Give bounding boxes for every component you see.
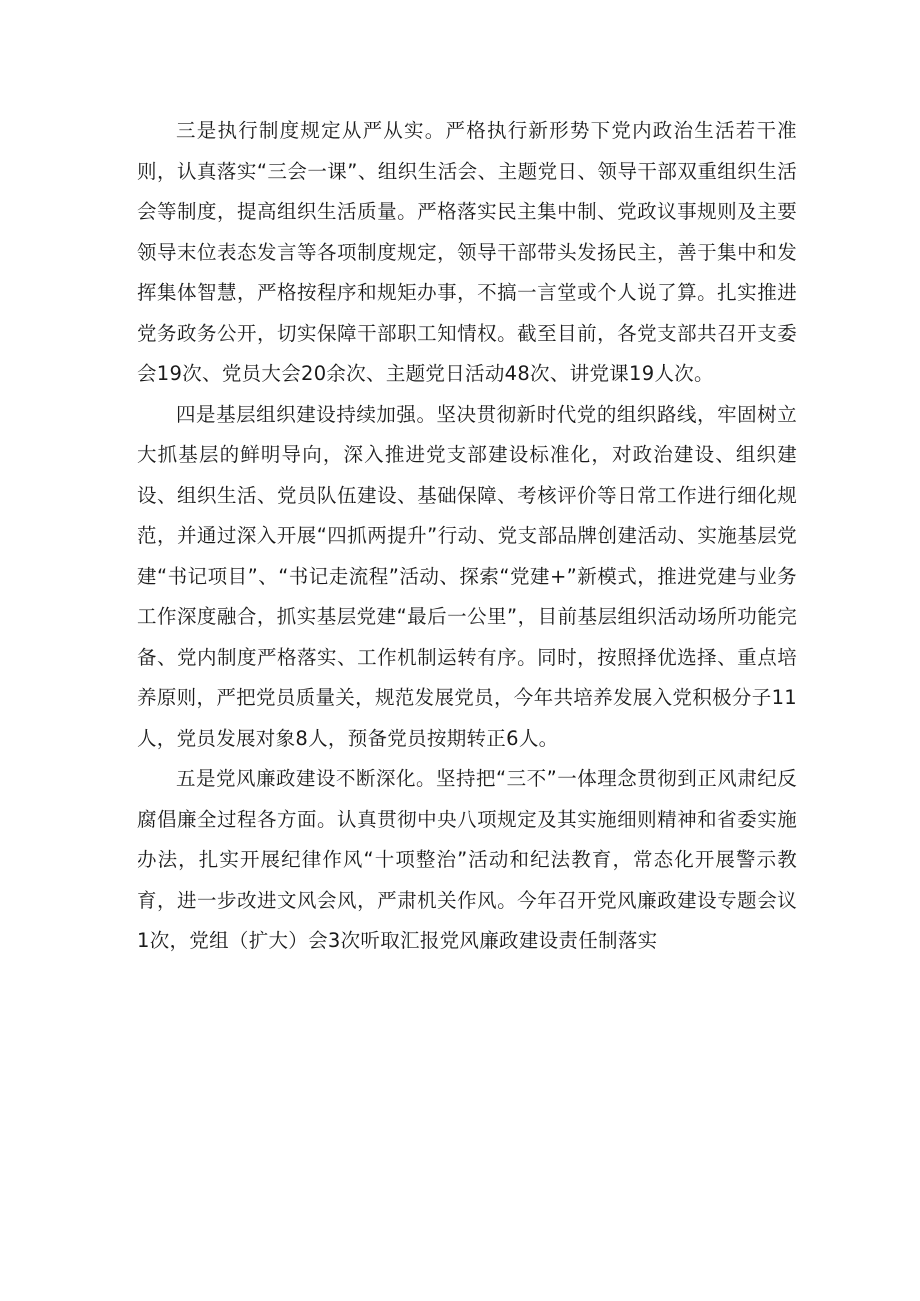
paragraph-institutional-rules: 三是执行制度规定从严从实。严格执行新形势下党内政治生活若干准则，认真落实“三会一课”、组织生活会、主题党日、领导干部双重组织生活会等制度，提高组织生活质量。严格落实民主集中制、党政议事规则及主要领导末位表态发言等各项制度规定，领导干部带头发扬民主，善于集中和发挥集体智慧，严格按程序和规矩办事，不搞一言堂或个人说了算。扎实推进党务政务公开，切实保障干部职工知情权。截至目前，各党支部共召开支委会19次、党员大会20余次、主题党日活动48次、讲党课19人次。 [137, 119, 797, 385]
paragraph-grassroots-organization: 四是基层组织建设持续加强。坚决贯彻新时代党的组织路线，牢固树立大抓基层的鲜明导向，深入推进党支部建设标准化，对政治建设、组织建设、组织生活、党员队伍建设、基础保障、考核评价等日常工作进行细化规范，并通过深入开展“四抓两提升”行动、党支部品牌创建活动、实施基层党建“书记项目”、“书记走流程”活动、探索“党建+”新模式，推进党建与业务工作深度融合，抓实基层党建“最后一公里”，目前基层组织活动场所功能完备、党内制度严格落实、工作机制运转有序。同时，按照择优选择、重点培养原则，严把党员质量关，规范发展党员，今年共培养发展入党积极分子11人，党员发展对象8人，预备党员按期转正6人。 [137, 402, 797, 750]
paragraph-clean-governance: 五是党风廉政建设不断深化。坚持把“三不”一体理念贯彻到正风肃纪反腐倡廉全过程各方面。认真贯彻中央八项规定及其实施细则精神和省委实施办法，扎实开展纪律作风“十项整治”活动和纪法教育，常态化开展警示教育，进一步改进文风会风，严肃机关作风。今年召开党风廉政建设专题会议1次，党组（扩大）会3次听取汇报党风廉政建设责任制落实 [137, 767, 797, 952]
document-body [137, 111, 797, 962]
